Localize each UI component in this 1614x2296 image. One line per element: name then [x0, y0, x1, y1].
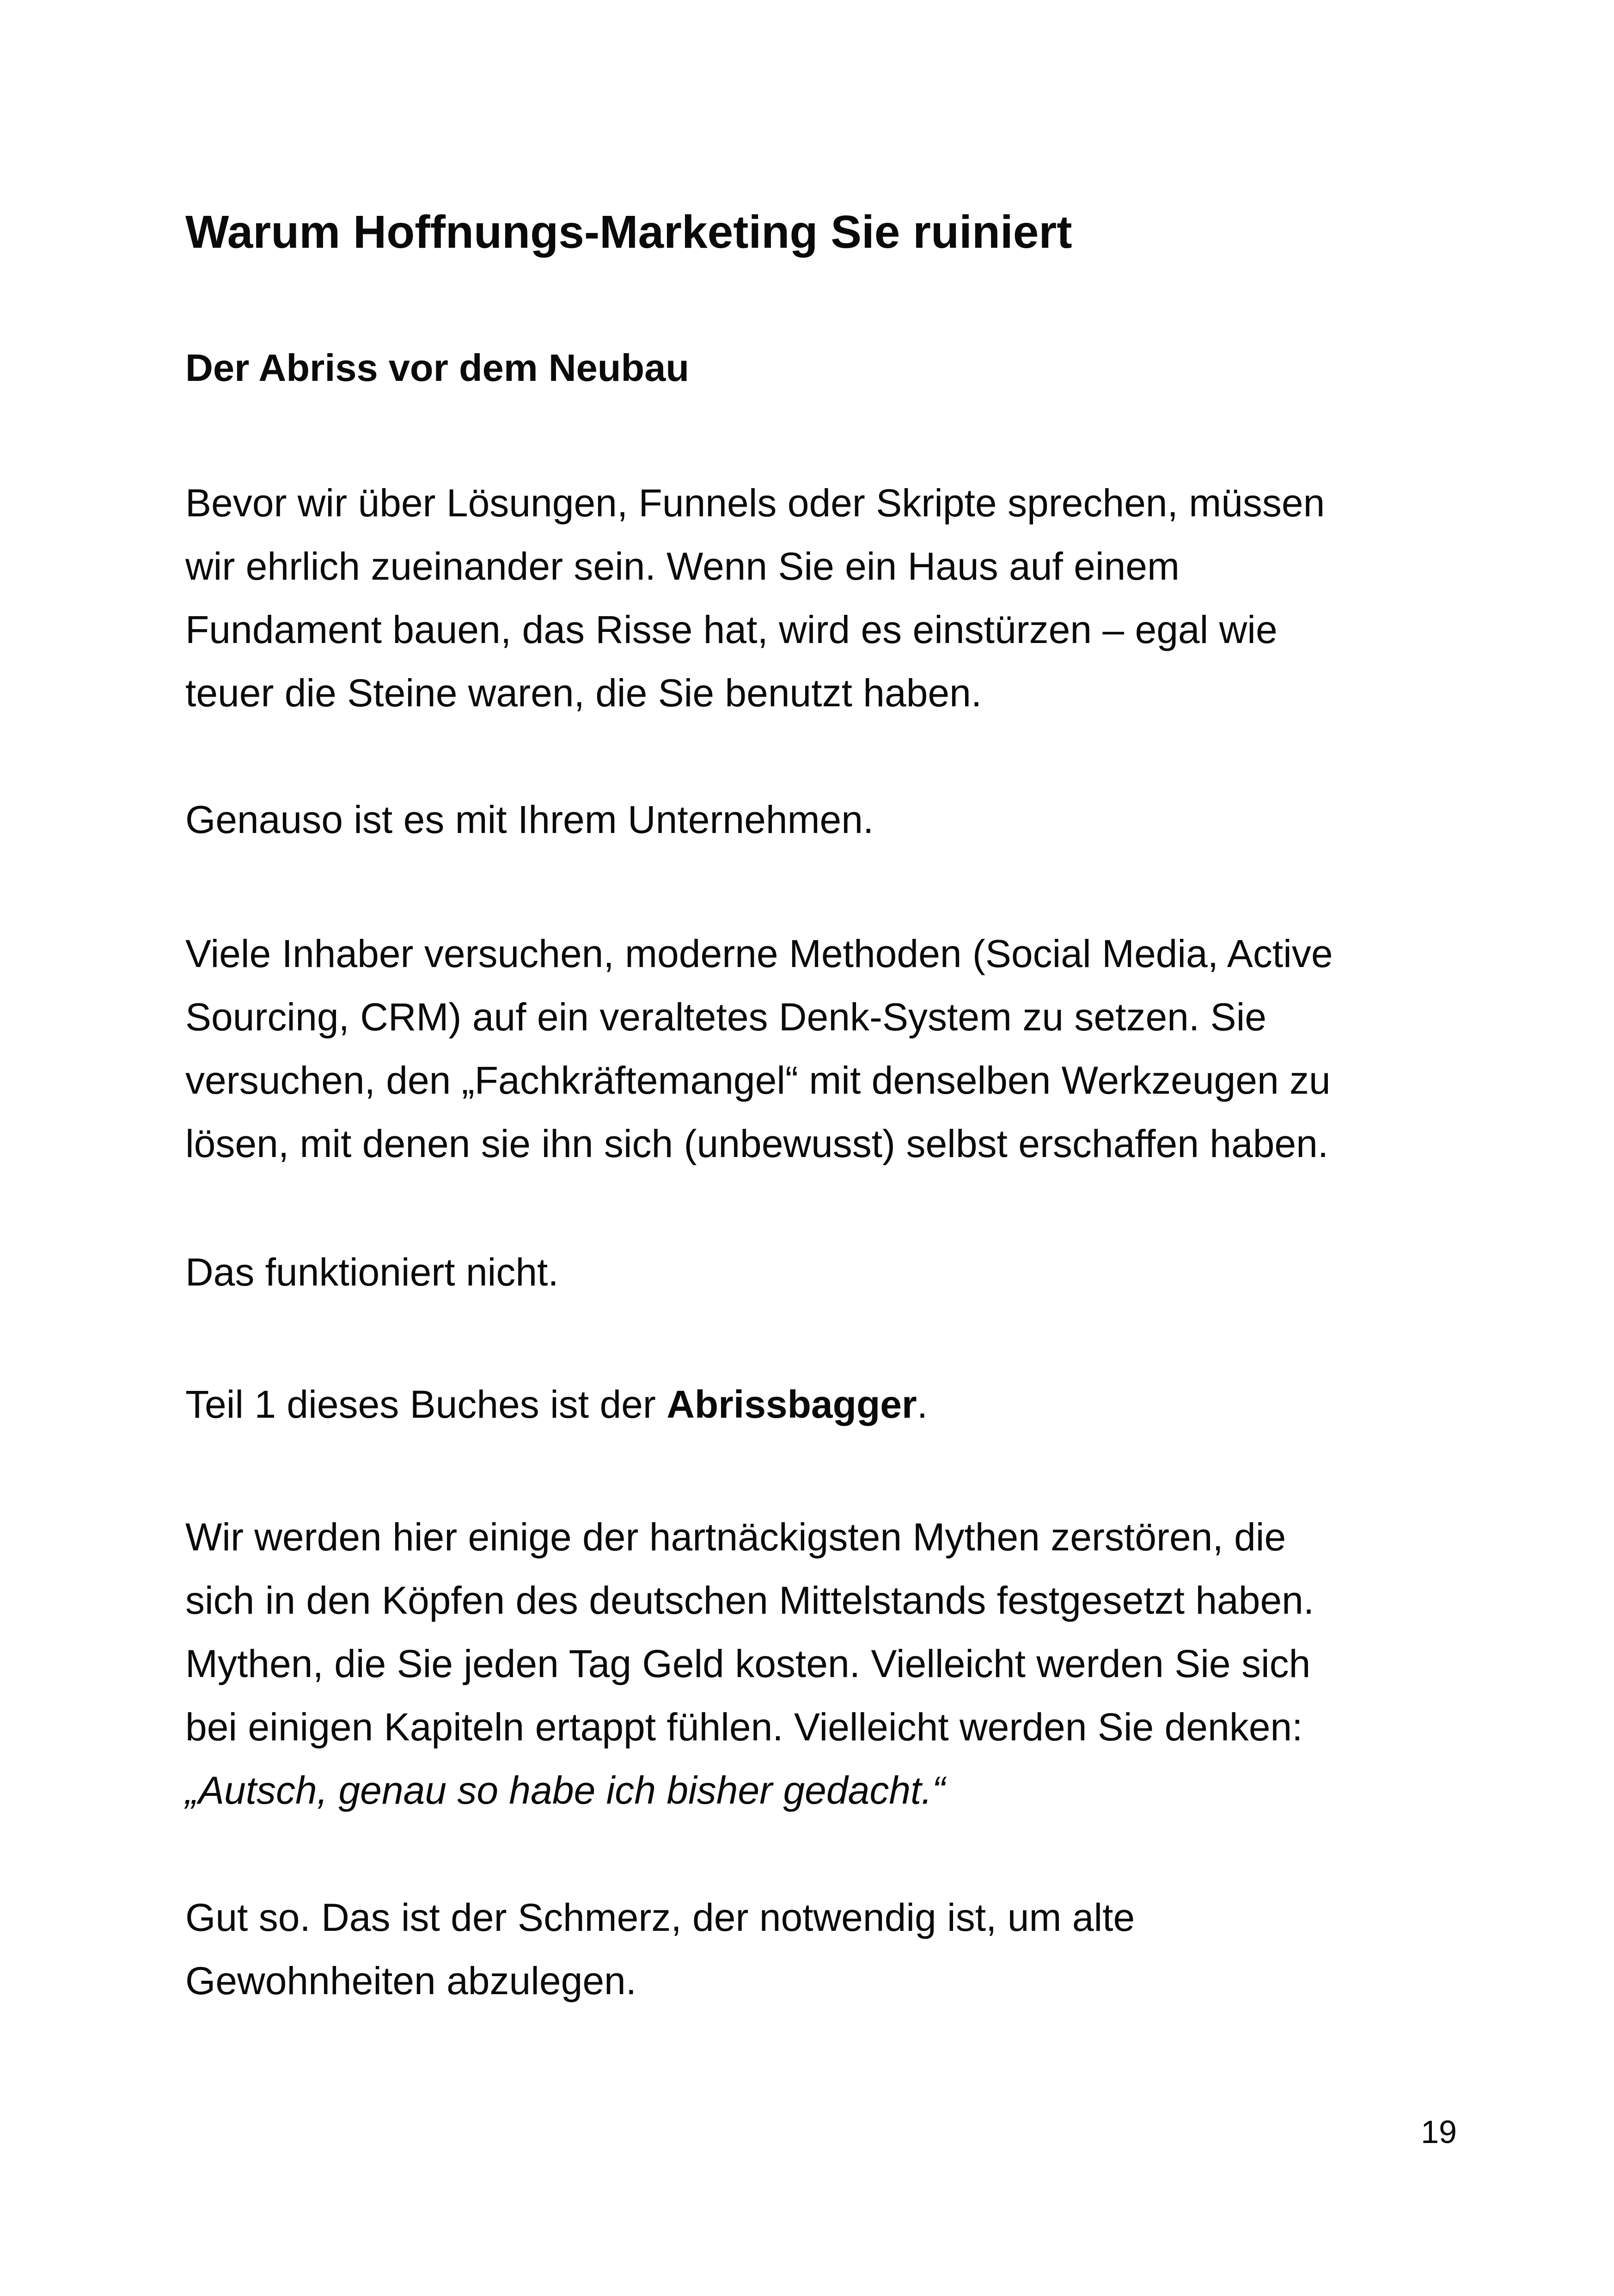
text-line: versuchen, den „Fachkräftemangel“ mit denselben Werkzeugen zu — [185, 1059, 1331, 1102]
text-line: teuer die Steine waren, die Sie benutzt haben. — [185, 671, 982, 715]
paragraph-pain — [185, 1886, 1470, 2013]
text-line: Bevor wir über Lösungen, Funnels oder Skripte sprechen, müssen — [185, 481, 1325, 525]
text-line: sich in den Köpfen des deutschen Mittelstands festgesetzt haben. — [185, 1579, 1314, 1622]
page-number: 19 — [1421, 2114, 1457, 2150]
text-line: Mythen, die Sie jeden Tag Geld kosten. Vielleicht werden Sie sich — [185, 1642, 1311, 1685]
paragraph-foundation — [185, 471, 1470, 725]
text-line: Gewohnheiten abzulegen. — [185, 1959, 637, 2002]
text-line: lösen, mit denen sie ihn sich (unbewusst) selbst erschaffen haben. — [185, 1122, 1329, 1165]
text-line: wir ehrlich zueinander sein. Wenn Sie ein Haus auf einem — [185, 545, 1180, 588]
text-line: Sourcing, CRM) auf ein veraltetes Denk-System zu setzen. Sie — [185, 995, 1266, 1039]
italic-quote: „Autsch, genau so habe ich bisher gedacht.“ — [185, 1769, 945, 1812]
bold-term: Abrissbagger — [666, 1383, 917, 1426]
paragraph-company — [185, 788, 1470, 851]
text-run: . — [917, 1383, 928, 1426]
chapter-heading: Warum Hoffnungs-Marketing Sie ruiniert — [185, 206, 1072, 258]
paragraph-does-not-work — [185, 1241, 1470, 1304]
text-line: Gut so. Das ist der Schmerz, der notwendig ist, um alte — [185, 1896, 1135, 1939]
text-line: Das funktioniert nicht. — [185, 1250, 559, 1294]
text-run: Teil 1 dieses Buches ist der — [185, 1383, 667, 1426]
text-line: bei einigen Kapiteln ertappt fühlen. Vielleicht werden Sie denken: — [185, 1705, 1303, 1749]
paragraph-myths — [185, 1506, 1470, 1822]
paragraph-owners — [185, 922, 1470, 1176]
text-line: Viele Inhaber versuchen, moderne Methoden (Social Media, Active — [185, 932, 1333, 975]
text-line: Genauso ist es mit Ihrem Unternehmen. — [185, 798, 874, 841]
paragraph-part-one — [185, 1373, 1470, 1436]
text-line: Fundament bauen, das Risse hat, wird es einstürzen – egal wie — [185, 608, 1278, 651]
text-line: Wir werden hier einige der hartnäckigsten Mythen zerstören, die — [185, 1515, 1286, 1559]
text-line — [185, 1373, 1470, 1436]
section-subheading: Der Abriss vor dem Neubau — [185, 346, 690, 389]
